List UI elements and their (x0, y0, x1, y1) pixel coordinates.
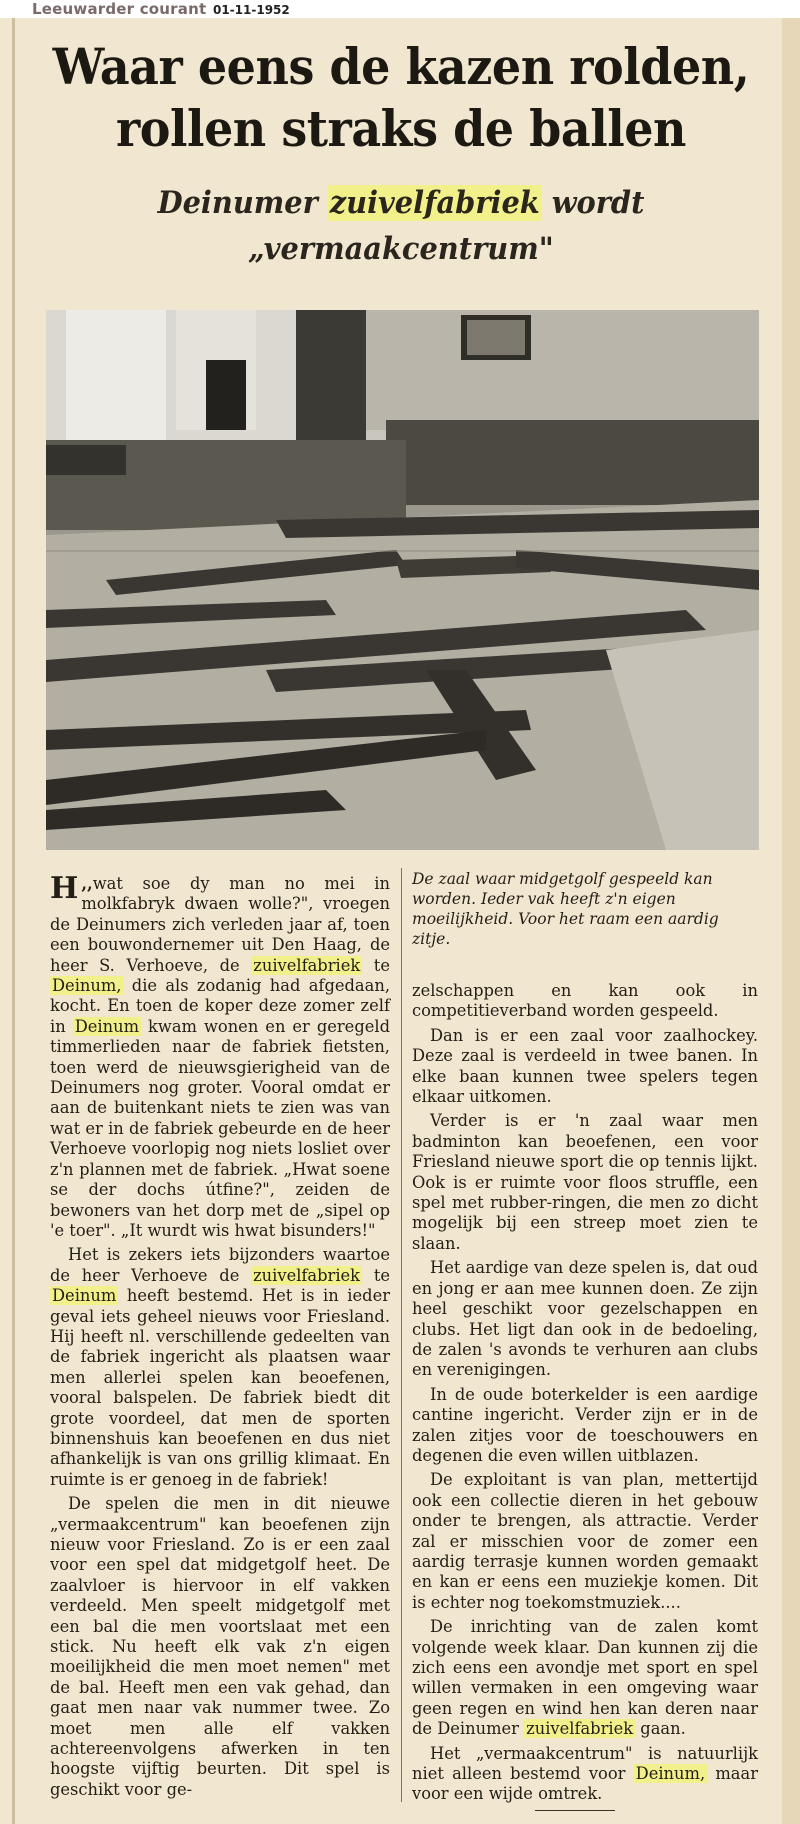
article-column-1 (50, 871, 391, 1800)
col1-paragraph-2 (50, 1245, 390, 1490)
col2-paragraph-4: Het aardige van deze spelen is, dat oud en jong er aan mee kunnen doen. Ze zijn heel geschikt voor gezelschappen en clubs. Het ligt dan ook in de bedoeling, de zalen 's avonds te verhuren aan clubs en verenigingen. (412, 1258, 758, 1380)
col2-paragraph-5: In de oude boterkelder is een aardige cantine ingericht. Verder zijn er in de zalen zitjes voor de toeschouwers en degenen die even willen uitblazen. (412, 1384, 758, 1465)
publication-date: 01-11-1952 (213, 3, 290, 17)
col2-p8-text-a: Het „vermaakcentrum" is natuurlijk niet alleen bestemd voor (412, 1743, 758, 1784)
col2-p8-text-b: maar voor een wijde omtrek. (412, 1764, 758, 1804)
col2-paragraph-6: De exploitant is van plan, mettertijd ook een collectie dieren in het gebouw onder te brengen, als attractie. Verder zal er misschien voor de zomer een aardig terrasje kunnen worden gemaakt en kan er eens een muziekje komen. Dit is echter nog toekomstmuziek.... (412, 1470, 758, 1612)
end-of-article-rule (535, 1810, 615, 1811)
search-highlight: zuivelfabriek (526, 1719, 634, 1739)
article-column-2 (412, 981, 758, 1805)
col1-p2-text-b: te (362, 1265, 390, 1285)
col1-p1-text-c: die als zodanig had afgedaan, kocht. En toen de koper deze zomer zelf in (50, 976, 390, 1036)
newspaper-clipping (0, 18, 800, 1824)
col1-p2-text-c: heeft bestemd. Het is in ieder geval iets geheel nieuws voor Friesland. Hij heeft nl. verschillende gedeelten van de fabriek ingericht als plaatsen waar men allerlei spelen kan beoefenen, vooral balspelen. De fabriek biedt dit grote voordeel, dat men de sporten binnenshuis kan beoefenen en dus niet afhankelijk is van ons grillig klimaat. En ruimte is er genoeg in de fabriek! (50, 1286, 390, 1489)
search-highlight: Deinum (74, 1016, 140, 1036)
subheadline (47, 180, 756, 272)
article-photo (46, 310, 759, 850)
col1-paragraph-1 (50, 871, 391, 1241)
col2-paragraph-1: zelschappen en kan ook in competitieverband worden gespeeld. (412, 981, 758, 1021)
subhead-text-pre: Deinumer (157, 185, 318, 221)
search-highlight: zuivelfabriek (329, 185, 540, 221)
col1-p1-text-b: te (362, 955, 390, 975)
search-highlight: zuivelfabriek (253, 1265, 361, 1285)
clipping-edge-right (782, 18, 800, 1824)
drop-cap: H (50, 871, 79, 906)
search-highlight: zuivelfabriek (253, 955, 361, 975)
search-highlight: Deinum (52, 1286, 117, 1306)
col1-p1-text-a: wat soe dy man no mei in molkfabryk dwaen wolle?", vroegen de Deinumers zich verleden jaar af, toen een bouwondernemer uit Den Haag, de heer S. Verhoeve, de (50, 874, 390, 975)
headline-line-1: Waar eens de kazen rolden, (52, 37, 750, 96)
search-highlight: Deinum, (52, 976, 122, 996)
subhead-text-post: wordt (551, 185, 645, 221)
col2-p7-text-a: De inrichting van de zalen komt volgende week klaar. Dan kunnen zij die zich eens een avondje met sport en spel willen vermaken in een omgeving waar geen regen en wind hen kan deren naar de Deinumer (412, 1617, 758, 1739)
subheadline-line-1 (47, 180, 756, 226)
opening-quote: ,, (81, 874, 93, 893)
source-bar (0, 0, 800, 20)
clipping-edge-left (12, 18, 15, 1824)
subheadline-line-2: „vermaakcentrum" (248, 231, 554, 267)
search-highlight: Deinum, (635, 1764, 706, 1784)
col1-paragraph-3: De spelen die men in dit nieuwe „vermaakcentrum" kan beoefenen zijn nieuw voor Friesland. Zo is er een zaal voor een spel dat midgetgolf heet. De zaalvloer is hiervoor in elf vakken verdeeld. Men speelt midgetgolf met een bal die men voortslaat met een stick. Nu heeft elk vak z'n eigen moeilijkheid die men moet nemen" met de bal. Heeft men een vak gehad, dan gaat men naar vak nummer twee. Zo moet men alle elf vakken achtereenvolgens afwerken in ten hoogste vijftig beurten. Dit spel is geschikt voor ge- (50, 1494, 390, 1799)
col2-paragraph-8 (412, 1744, 758, 1805)
headline-line-2: rollen straks de ballen (115, 99, 687, 158)
col2-paragraph-3: Verder is er 'n zaal waar men badminton kan beoefenen, een voor Friesland nieuwe sport die op tennis lijkt. Ook is er ruimte voor floos struffle, een spel met rubber-ringen, die men zo dicht mogelijk bij een streep moet zien te slaan. (412, 1111, 758, 1253)
col2-paragraph-2: Dan is er een zaal voor zaalhockey. Deze zaal is verdeeld in twee banen. In elke baan kunnen twee spelers tegen elkaar uitkomen. (412, 1025, 758, 1107)
column-divider (401, 868, 402, 1802)
newspaper-name: Leeuwarder courant (32, 0, 207, 18)
col1-p2-text-a: Het is zekers iets bijzonders waartoe de heer Verhoeve de (50, 1245, 390, 1285)
photo-caption: De zaal waar midgetgolf gespeeld kan worden. Ieder vak heeft z'n eigen moeilijkheid. Voor het raam een aardig zitje. (412, 870, 719, 948)
col2-paragraph-7 (412, 1617, 758, 1739)
headline (50, 36, 751, 160)
col1-p1-text-d: kwam wonen en er geregeld timmerlieden naar de fabriek fietsten, toen werd de nieuwsgierigheid van de Deinumers nog groter. Vooral omdat er aan de buitenkant niets te zien was van wat er in de fabriek gebeurde en de heer Verhoeve voorlopig nog niets losliet over z'n plannen met de fabriek. „Hwat soene se der dochs útfine?", zeiden de bewoners van het dorp met de „sipel op 'e toer". „It wurdt wis hwat bisunders!" (50, 1016, 391, 1240)
col2-p7-text-b: gaan. (635, 1719, 686, 1739)
